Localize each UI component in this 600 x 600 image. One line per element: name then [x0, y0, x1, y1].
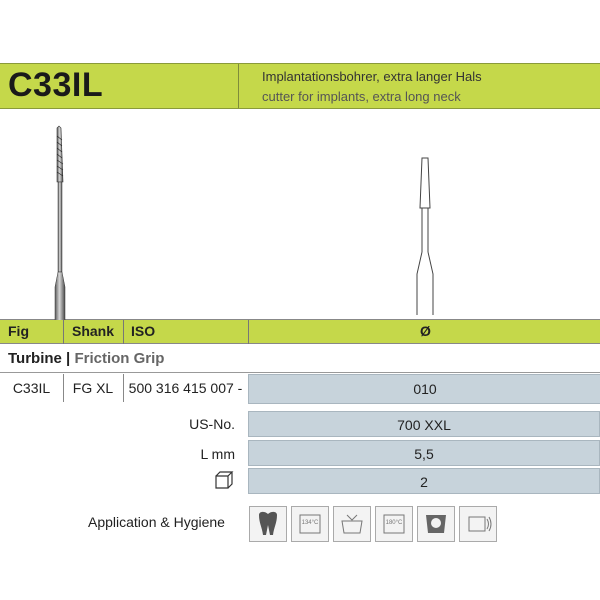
bur-photo-image [40, 122, 80, 322]
cell-diameter: 010 [248, 374, 600, 404]
length-value: 5,5 [248, 440, 600, 466]
ultrasonic-bath-icon [459, 506, 497, 542]
description-english: cutter for implants, extra long neck [262, 89, 461, 104]
disinfection-bath-icon [333, 506, 371, 542]
us-no-value: 700 XXL [248, 411, 600, 437]
column-fig: Fig [8, 323, 29, 339]
sterilizer-134-icon [291, 506, 329, 542]
cell-iso: 500 316 415 007 - [123, 374, 249, 402]
cell-shank: FG XL [63, 374, 124, 402]
product-code: C33IL [8, 66, 104, 104]
column-divider [123, 320, 124, 344]
header-divider [238, 64, 239, 108]
product-image-area [0, 110, 600, 320]
section-turbine: Turbine [8, 350, 62, 367]
application-label: Application & Hygiene [88, 514, 225, 530]
table-row [0, 374, 600, 402]
svg-text:134°C: 134°C [301, 520, 319, 526]
package-icon [213, 469, 235, 491]
section-separator: | [61, 350, 75, 367]
bur-line-drawing [405, 150, 445, 320]
pack-value: 2 [248, 468, 600, 494]
length-label: L mm [200, 446, 235, 462]
column-shank: Shank [72, 323, 115, 339]
us-no-label: US-No. [189, 416, 235, 432]
svg-text:180°C: 180°C [385, 520, 403, 526]
table-header [0, 320, 600, 344]
tooth-icon [249, 506, 287, 542]
washer-disinfector-icon [417, 506, 455, 542]
column-iso: ISO [131, 323, 156, 339]
description-german: Implantationsbohrer, extra langer Hals [262, 69, 482, 84]
section-friction-grip: Friction Grip [74, 350, 165, 367]
column-diameter: Ø [420, 323, 431, 339]
cell-fig: C33IL [0, 374, 64, 402]
section-label [0, 345, 600, 373]
column-divider [63, 320, 64, 344]
autoclave-180-icon [375, 506, 413, 542]
column-divider [248, 320, 249, 344]
